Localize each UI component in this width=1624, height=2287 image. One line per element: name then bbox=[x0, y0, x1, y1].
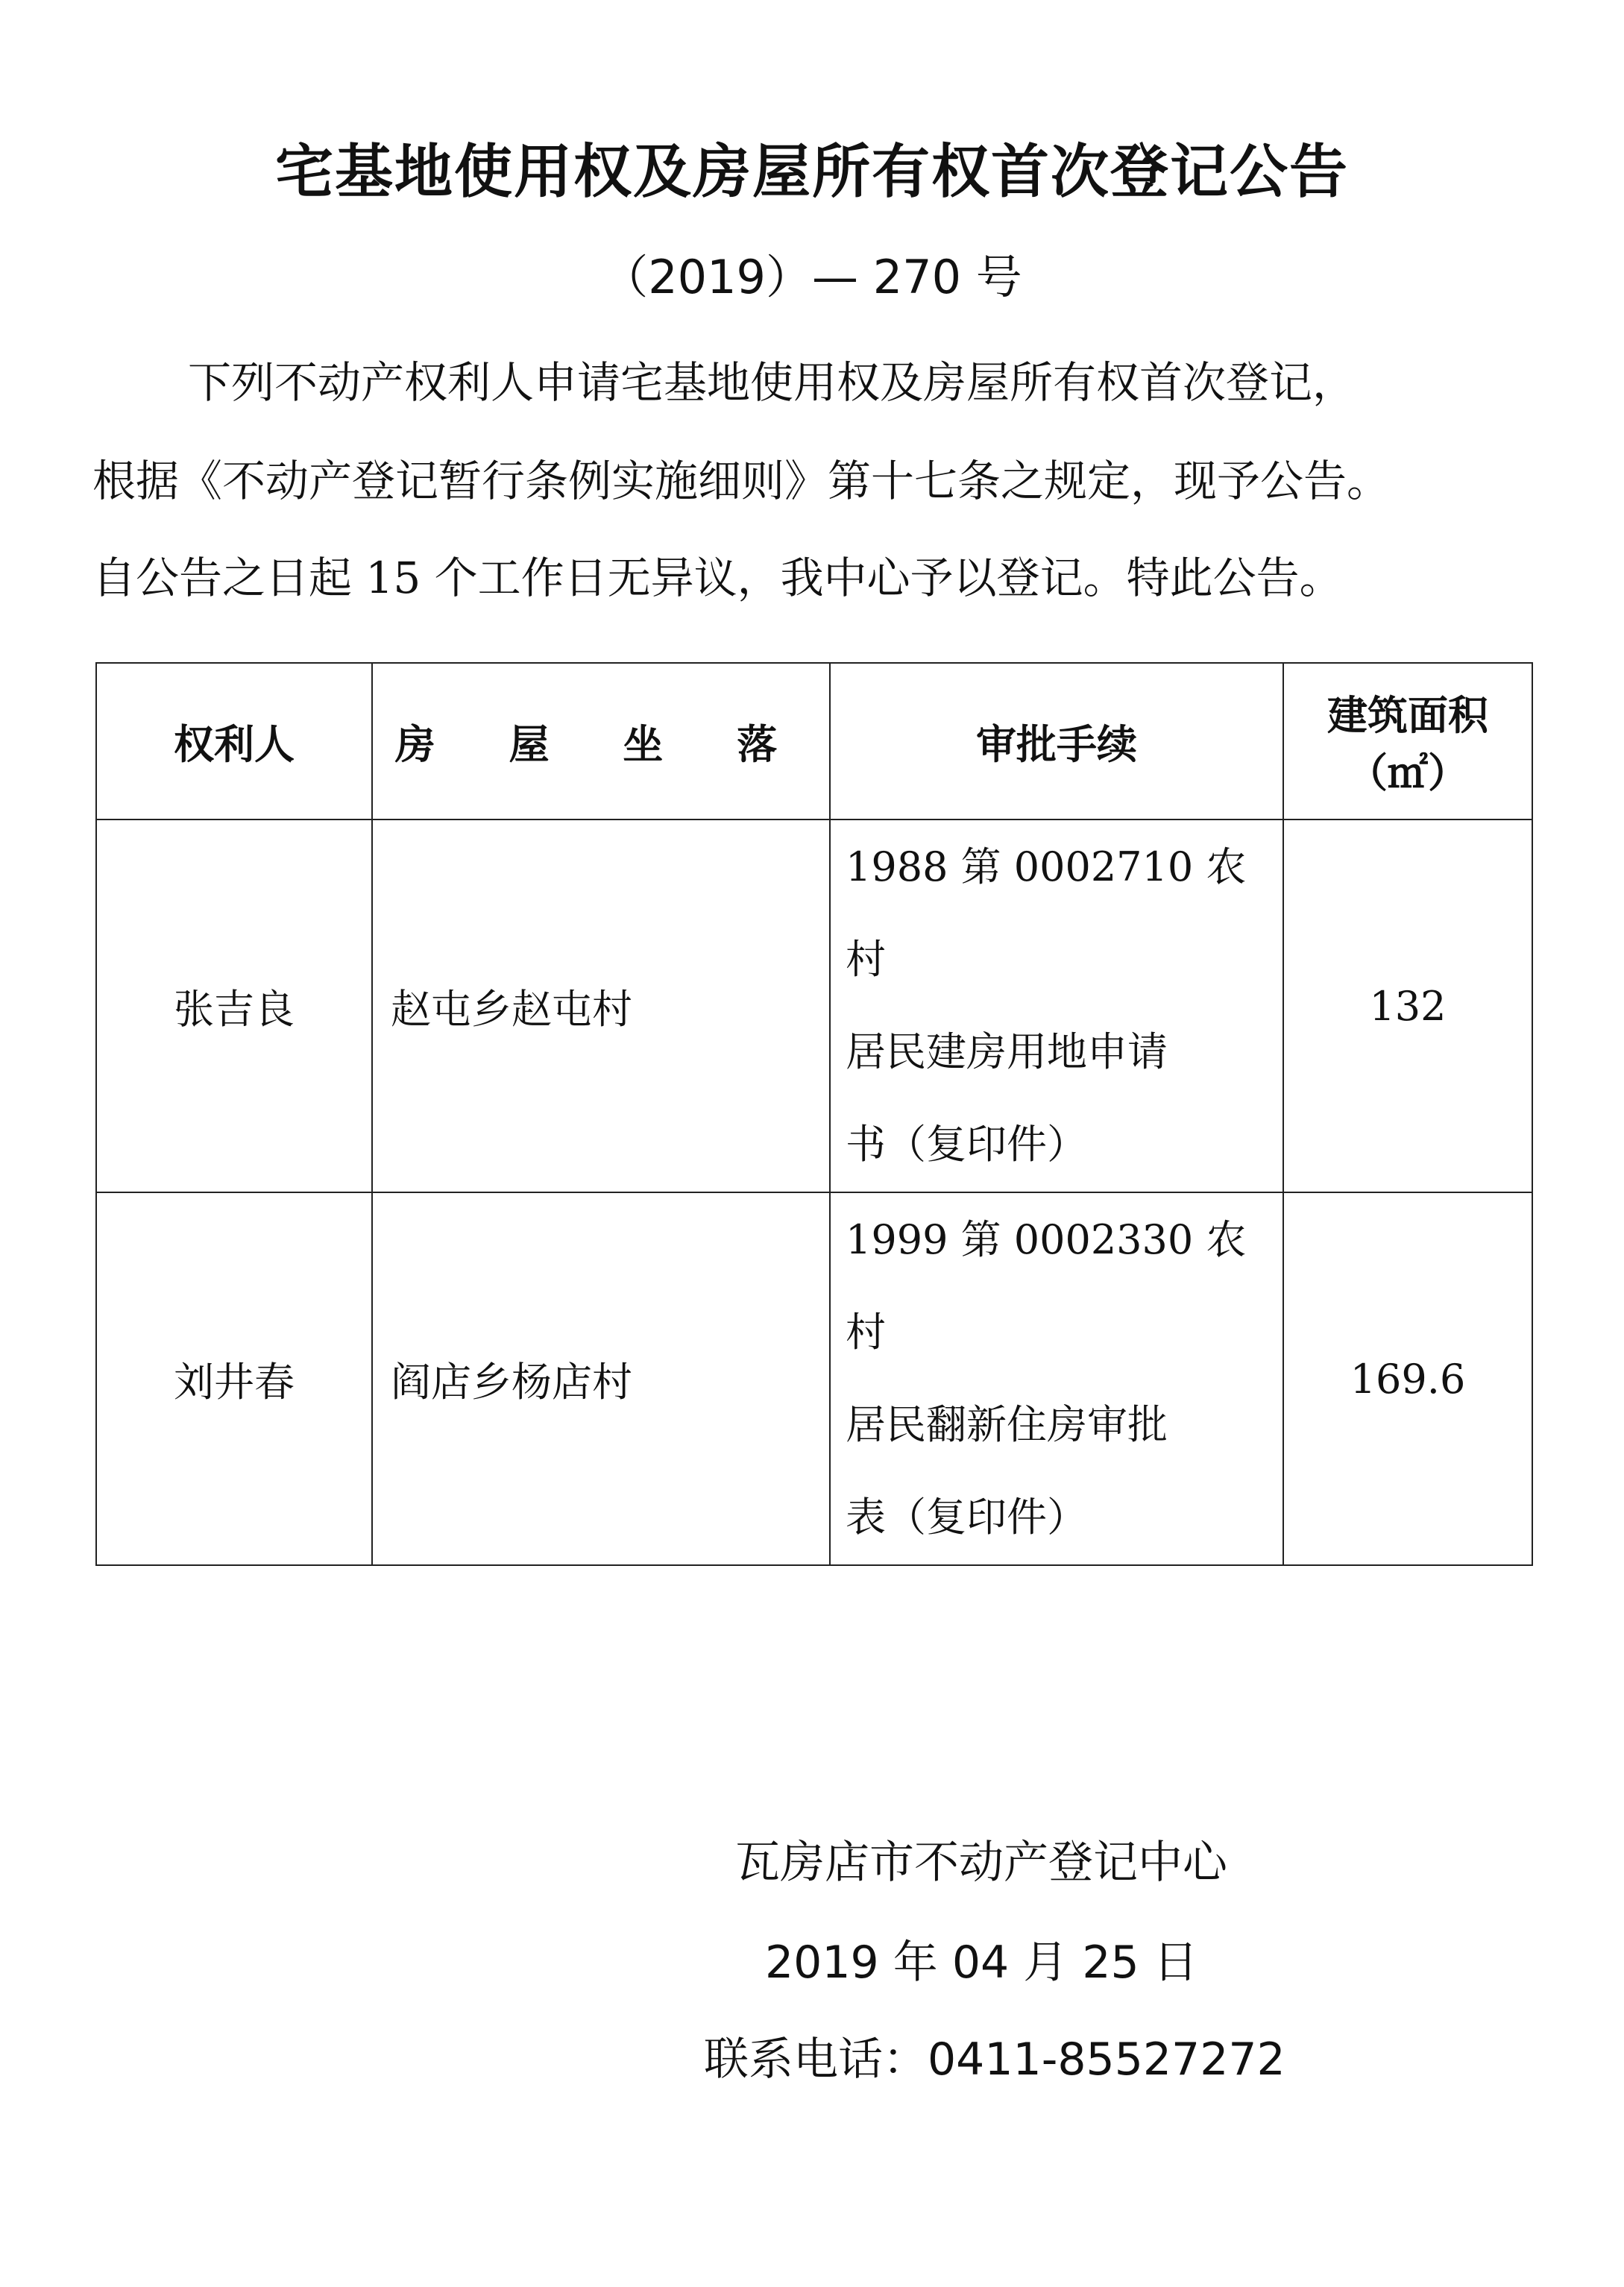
header-area-unit: （㎡） bbox=[1347, 749, 1468, 796]
header-area bbox=[1283, 663, 1532, 820]
registration-table bbox=[95, 662, 1533, 1566]
approval-line: 表（复印件） bbox=[846, 1494, 1087, 1541]
approval-line: 1999 第 0002330 农村 bbox=[846, 1216, 1247, 1356]
cell-holder: 张吉良 bbox=[96, 820, 372, 1192]
header-approval: 审批手续 bbox=[830, 663, 1283, 820]
approval-line: 居民翻新住房审批 bbox=[846, 1401, 1168, 1448]
cell-approval bbox=[830, 1192, 1283, 1565]
table-row bbox=[96, 820, 1532, 1192]
table-header-row bbox=[96, 663, 1532, 820]
cell-area: 132 bbox=[1283, 820, 1532, 1192]
approval-line: 1988 第 0002710 农村 bbox=[846, 843, 1247, 983]
document-title: 宅基地使用权及房屋所有权首次登记公告 bbox=[274, 139, 1349, 206]
body-line: 下列不动产权利人申请宅基地使用权及房屋所有权首次登记， bbox=[188, 357, 1356, 408]
cell-holder: 刘井春 bbox=[96, 1192, 372, 1565]
approval-line: 书（复印件） bbox=[846, 1121, 1087, 1168]
body-line: 根据《不动产登记暂行条例实施细则》第十七条之规定，现予公告。 bbox=[92, 456, 1391, 506]
footer-phone: 联系电话：0411-85527272 bbox=[704, 2033, 1285, 2086]
footer-date: 2019 年 04 月 25 日 bbox=[765, 1937, 1198, 1989]
cell-location: 阎店乡杨店村 bbox=[372, 1192, 830, 1565]
header-area-label: 建筑面积 bbox=[1327, 692, 1488, 739]
footer-organization: 瓦房店市不动产登记中心 bbox=[735, 1837, 1227, 1889]
document-number: （2019）— 270 号 bbox=[602, 250, 1022, 304]
body-line: 自公告之日起 15 个工作日无异议，我中心予以登记。特此公告。 bbox=[92, 553, 1343, 603]
cell-area: 169.6 bbox=[1283, 1192, 1532, 1565]
cell-approval bbox=[830, 820, 1283, 1192]
header-holder: 权利人 bbox=[96, 663, 372, 820]
approval-line: 居民建房用地申请 bbox=[846, 1028, 1168, 1075]
header-location: 房 屋 坐 落 bbox=[372, 663, 830, 820]
table-row bbox=[96, 1192, 1532, 1565]
cell-location: 赵屯乡赵屯村 bbox=[372, 820, 830, 1192]
